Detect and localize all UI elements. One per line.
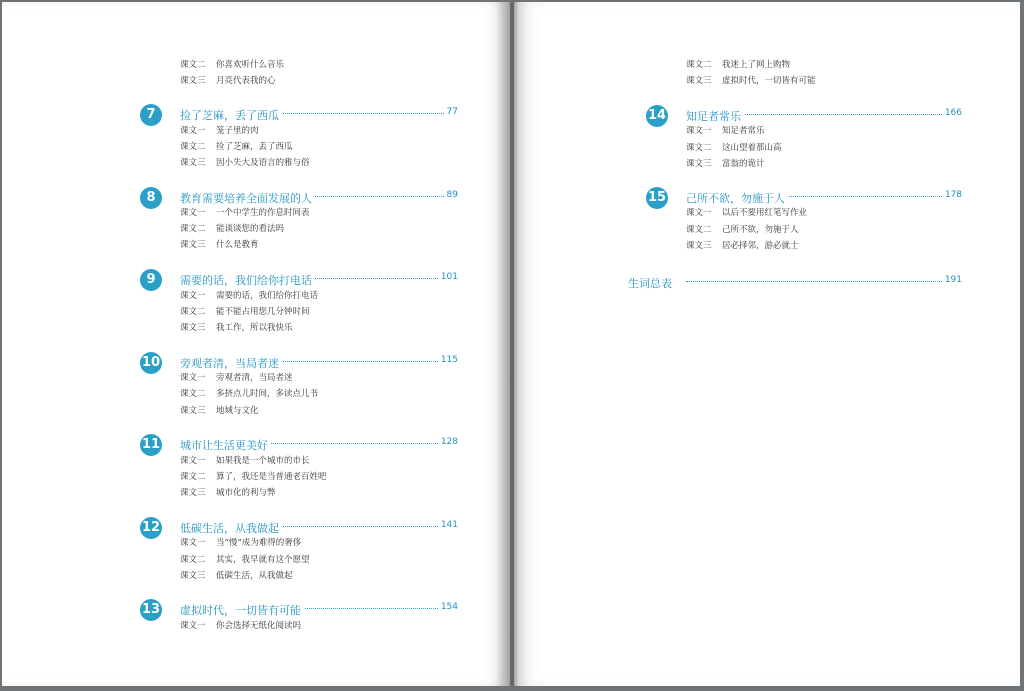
lesson-line: 课文一 如果我是一个城市的市长 bbox=[180, 456, 310, 466]
chapter-15[interactable] bbox=[646, 187, 962, 209]
lesson-line: 课文一 当“慢”成为难得的奢侈 bbox=[180, 538, 302, 548]
chapter-title: 教育需要培养全面发展的人 bbox=[180, 190, 315, 206]
chapter-number-badge: 13 bbox=[140, 599, 162, 621]
lesson-line: 课文一 笼子里的肉 bbox=[180, 126, 259, 136]
chapter-page-number: 128 bbox=[440, 437, 458, 447]
lesson-line: 课文二 己所不欲，勿施于人 bbox=[686, 225, 799, 235]
chapter-page-number: 115 bbox=[440, 355, 458, 365]
glossary-page-number: 191 bbox=[944, 275, 962, 285]
glossary-entry[interactable] bbox=[628, 272, 962, 294]
glossary-title: 生词总表 bbox=[628, 275, 675, 291]
chapter-7[interactable] bbox=[140, 104, 458, 126]
lesson-line: 课文三 因小失大及语言的雅与俗 bbox=[180, 158, 310, 168]
lesson-line: 课文三 居必择邻，游必就士 bbox=[686, 241, 799, 251]
chapter-title: 低碳生活，从我做起 bbox=[180, 520, 282, 536]
chapter-13[interactable] bbox=[140, 599, 458, 621]
lesson-line: 课文二 多挤点儿时间，多读点儿书 bbox=[180, 389, 319, 399]
chapter-number-badge: 7 bbox=[140, 104, 162, 126]
lesson-line: 课文二 算了，我还是当普通老百姓吧 bbox=[180, 472, 327, 482]
chapter-8[interactable] bbox=[140, 187, 458, 209]
lesson-line: 课文二 你喜欢听什么音乐 bbox=[180, 60, 285, 70]
chapter-9[interactable] bbox=[140, 269, 458, 291]
chapter-number-badge: 15 bbox=[646, 187, 668, 209]
chapter-title: 需要的话，我们给你打电话 bbox=[180, 272, 315, 288]
chapter-page-number: 89 bbox=[446, 190, 458, 200]
lesson-line: 课文三 虚拟时代，一切皆有可能 bbox=[686, 76, 816, 86]
lesson-line: 课文二 这山望着那山高 bbox=[686, 143, 782, 153]
lesson-line: 课文三 什么是教育 bbox=[180, 240, 259, 250]
chapter-11[interactable] bbox=[140, 434, 458, 456]
chapter-number-badge: 11 bbox=[140, 434, 162, 456]
lesson-line: 课文二 其实，我早就有这个愿望 bbox=[180, 555, 310, 565]
chapter-page-number: 154 bbox=[440, 602, 458, 612]
chapter-number-badge: 14 bbox=[646, 105, 668, 127]
lesson-line: 课文一 知足者常乐 bbox=[686, 126, 765, 136]
lesson-line: 课文三 低碳生活，从我做起 bbox=[180, 571, 293, 581]
chapter-page-number: 77 bbox=[446, 107, 458, 117]
chapter-page-number: 141 bbox=[440, 520, 458, 530]
lesson-line: 课文三 城市化的利与弊 bbox=[180, 488, 276, 498]
chapter-title: 虚拟时代，一切皆有可能 bbox=[180, 602, 304, 618]
chapter-number-badge: 12 bbox=[140, 517, 162, 539]
chapter-title: 城市让生活更美好 bbox=[180, 437, 271, 453]
lesson-line: 课文一 以后不要用红笔写作业 bbox=[686, 208, 808, 218]
lesson-line: 课文三 富翁的诡计 bbox=[686, 159, 765, 169]
lesson-line: 课文二 我迷上了网上购物 bbox=[686, 60, 791, 70]
chapter-12[interactable] bbox=[140, 517, 458, 539]
book-gutter bbox=[496, 2, 526, 686]
chapter-number-badge: 8 bbox=[140, 187, 162, 209]
lesson-line: 课文三 我工作，所以我快乐 bbox=[180, 323, 293, 333]
lesson-line: 课文二 捡了芝麻，丢了西瓜 bbox=[180, 142, 293, 152]
lesson-line: 课文一 你会选择无纸化阅读吗 bbox=[180, 621, 302, 631]
lesson-line: 课文三 月亮代表我的心 bbox=[180, 76, 276, 86]
chapter-14[interactable] bbox=[646, 105, 962, 127]
chapter-page-number: 101 bbox=[440, 272, 458, 282]
chapter-10[interactable] bbox=[140, 352, 458, 374]
chapter-title: 旁观者清，当局者迷 bbox=[180, 355, 282, 371]
lesson-line: 课文二 能不能占用您几分钟时间 bbox=[180, 307, 310, 317]
lesson-line: 课文三 地域与文化 bbox=[180, 406, 259, 416]
chapter-page-number: 166 bbox=[944, 108, 962, 118]
right-page bbox=[514, 2, 1020, 686]
chapter-title: 己所不欲，勿施于人 bbox=[686, 190, 788, 206]
left-page bbox=[2, 2, 510, 686]
chapter-title: 知足者常乐 bbox=[686, 108, 744, 124]
lesson-line: 课文二 能谈谈您的看法吗 bbox=[180, 224, 285, 234]
chapter-number-badge: 10 bbox=[140, 352, 162, 374]
leader-dots bbox=[686, 281, 956, 282]
chapter-title: 捡了芝麻，丢了西瓜 bbox=[180, 107, 282, 123]
lesson-line: 课文一 旁观者清，当局者迷 bbox=[180, 373, 293, 383]
lesson-line: 课文一 需要的话，我们给你打电话 bbox=[180, 291, 319, 301]
lesson-line: 课文一 一个中学生的作息时间表 bbox=[180, 208, 310, 218]
chapter-number-badge: 9 bbox=[140, 269, 162, 291]
chapter-page-number: 178 bbox=[944, 190, 962, 200]
